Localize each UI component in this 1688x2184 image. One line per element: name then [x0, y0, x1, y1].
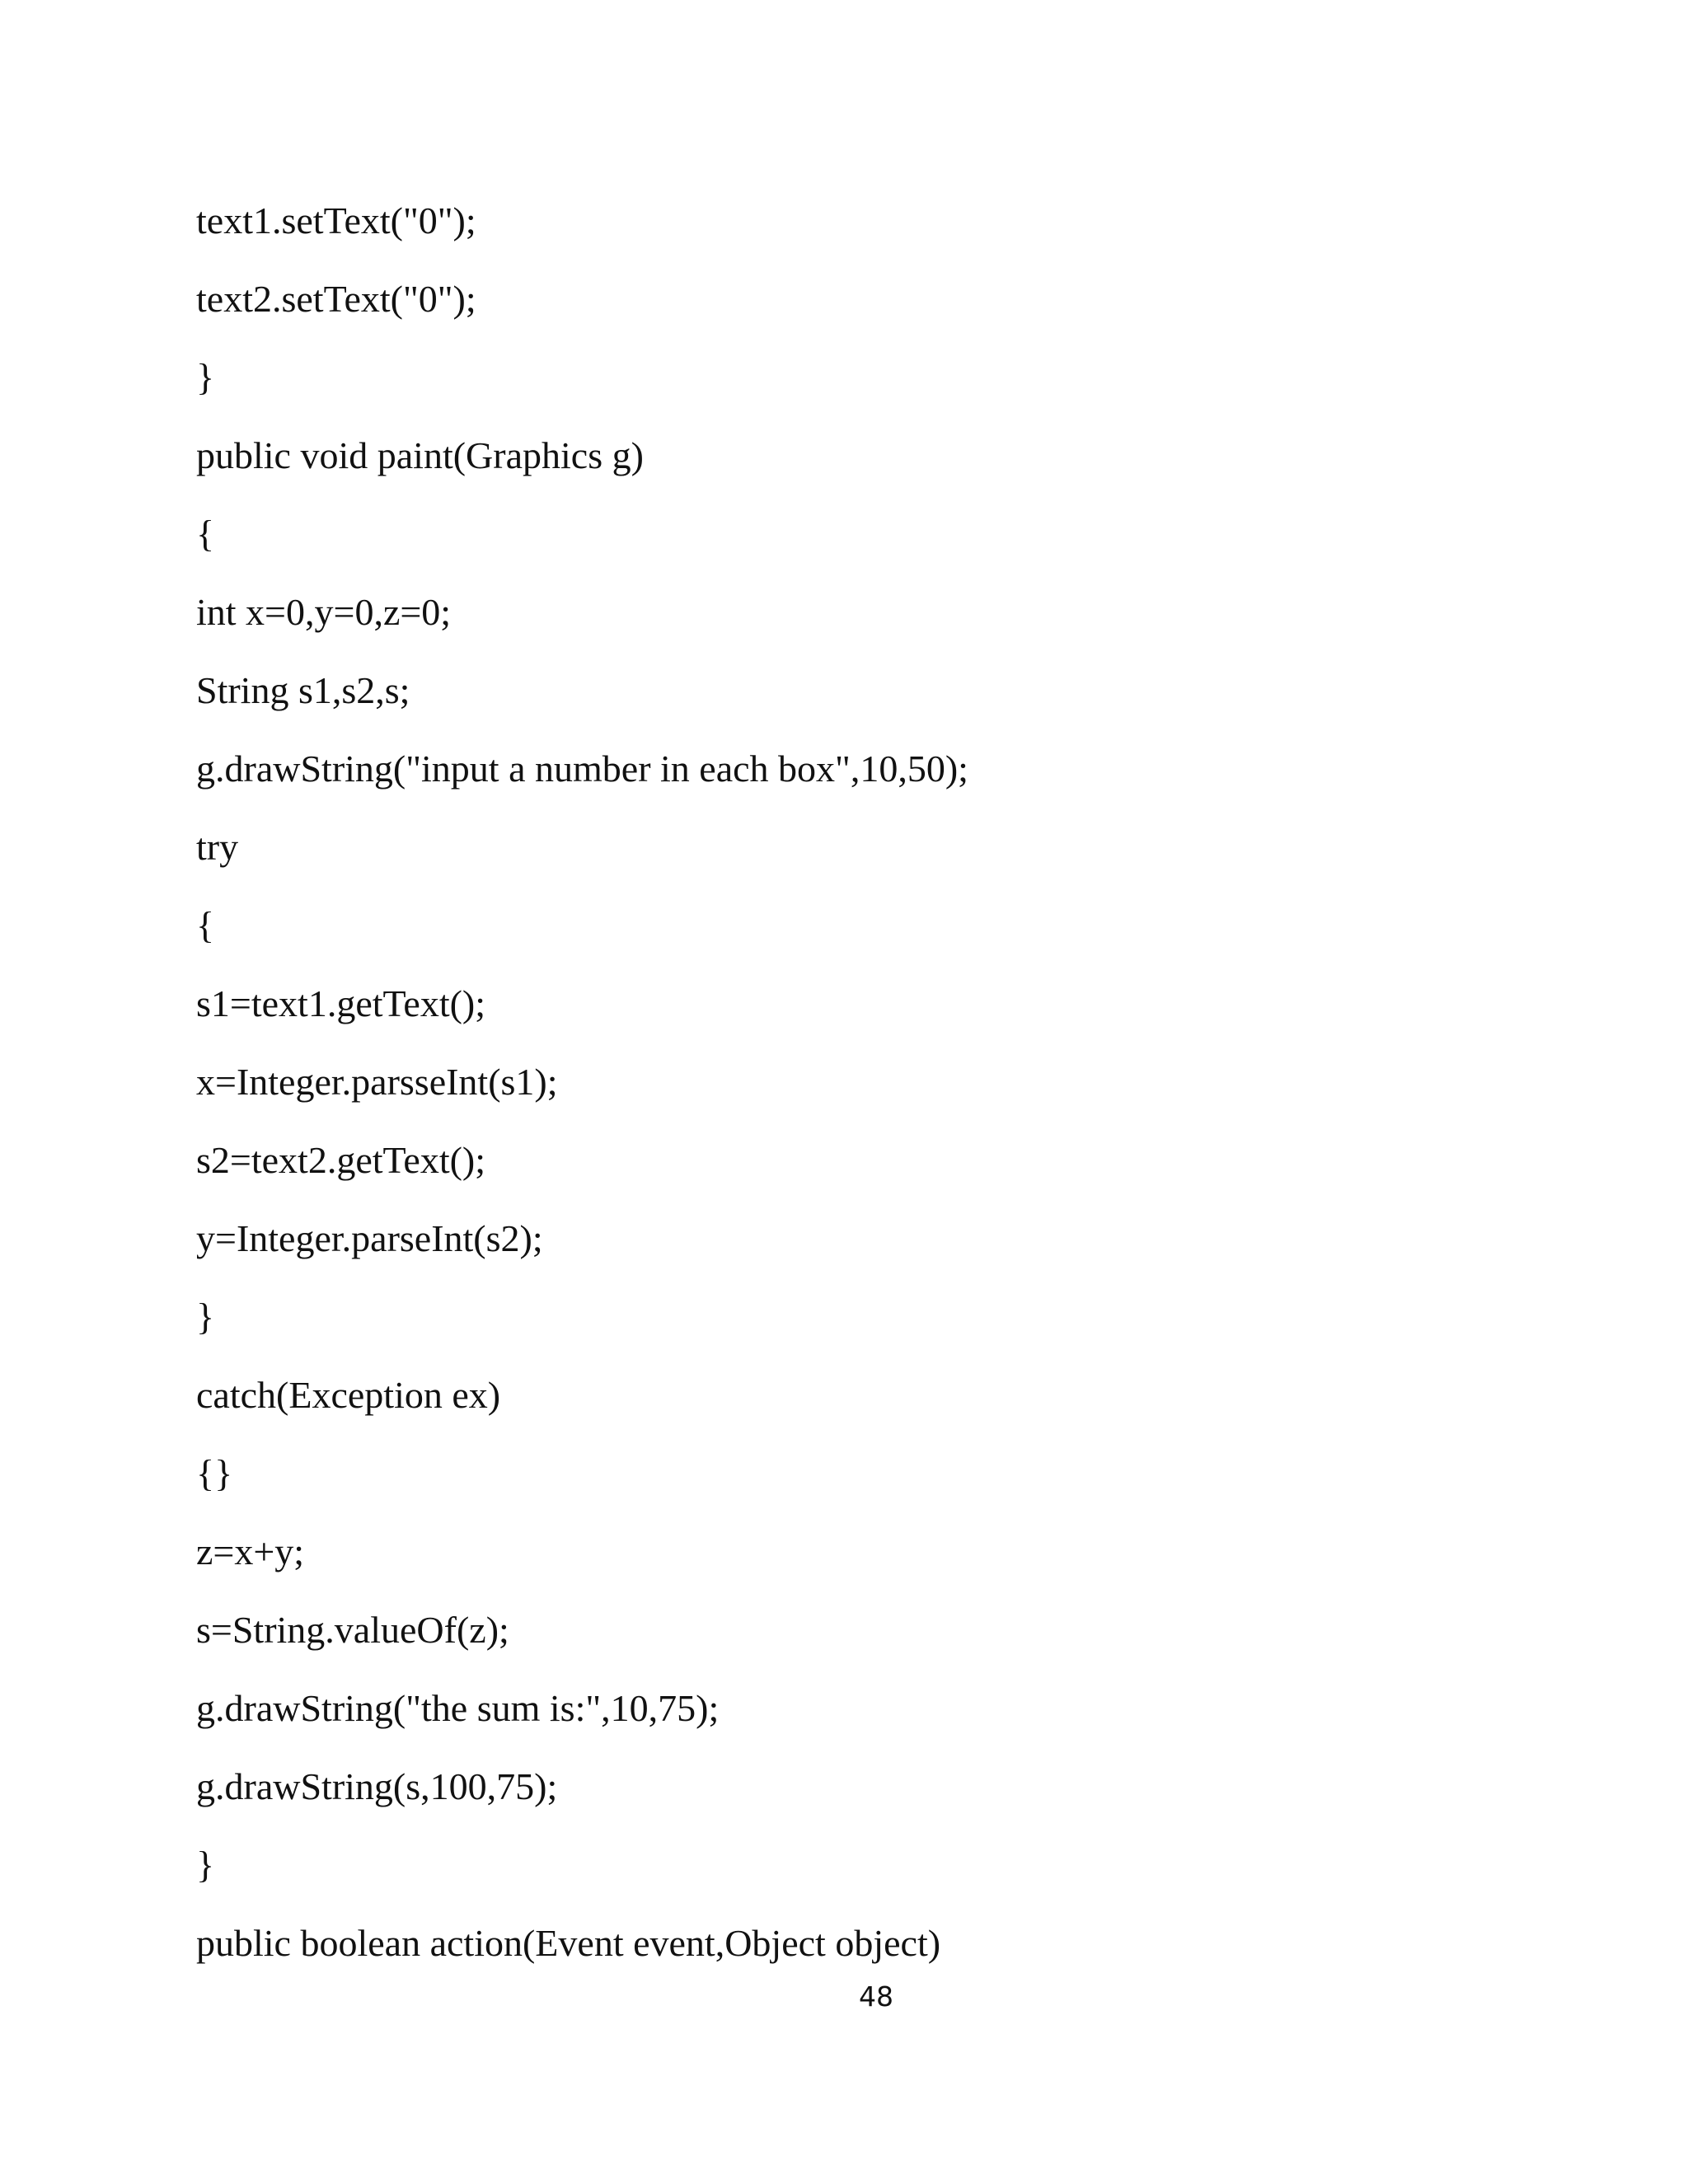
code-line: } [196, 1296, 215, 1338]
code-line: text2.setText("0"); [196, 278, 476, 320]
code-line: z=x+y; [196, 1530, 305, 1572]
code-line: g.drawString(s,100,75); [196, 1765, 558, 1807]
code-line: public void paint(Graphics g) [196, 434, 644, 476]
code-line: s1=text1.getText(); [196, 982, 486, 1024]
code-line: {} [196, 1452, 233, 1494]
code-line: { [196, 904, 215, 946]
code-line: x=Integer.parsseInt(s1); [196, 1061, 558, 1103]
code-line: { [196, 513, 215, 555]
code-line: int x=0,y=0,z=0; [196, 591, 452, 633]
code-line: g.drawString("the sum is:",10,75); [196, 1687, 720, 1729]
code-line: g.drawString("input a number in each box",10,50); [196, 748, 968, 790]
code-line: } [196, 1844, 215, 1886]
code-line: } [196, 356, 215, 398]
code-line: y=Integer.parseInt(s2); [196, 1217, 543, 1259]
code-listing [196, 181, 1597, 1982]
code-line: s=String.valueOf(z); [196, 1609, 509, 1651]
code-line: try [196, 826, 239, 868]
code-line: catch(Exception ex) [196, 1374, 501, 1416]
code-line: public boolean action(Event event,Object object) [196, 1922, 941, 1964]
page-number: 48 [859, 1980, 893, 2013]
code-line: text1.setText("0"); [196, 199, 476, 241]
code-line: String s1,s2,s; [196, 669, 410, 711]
code-line: s2=text2.getText(); [196, 1139, 486, 1181]
